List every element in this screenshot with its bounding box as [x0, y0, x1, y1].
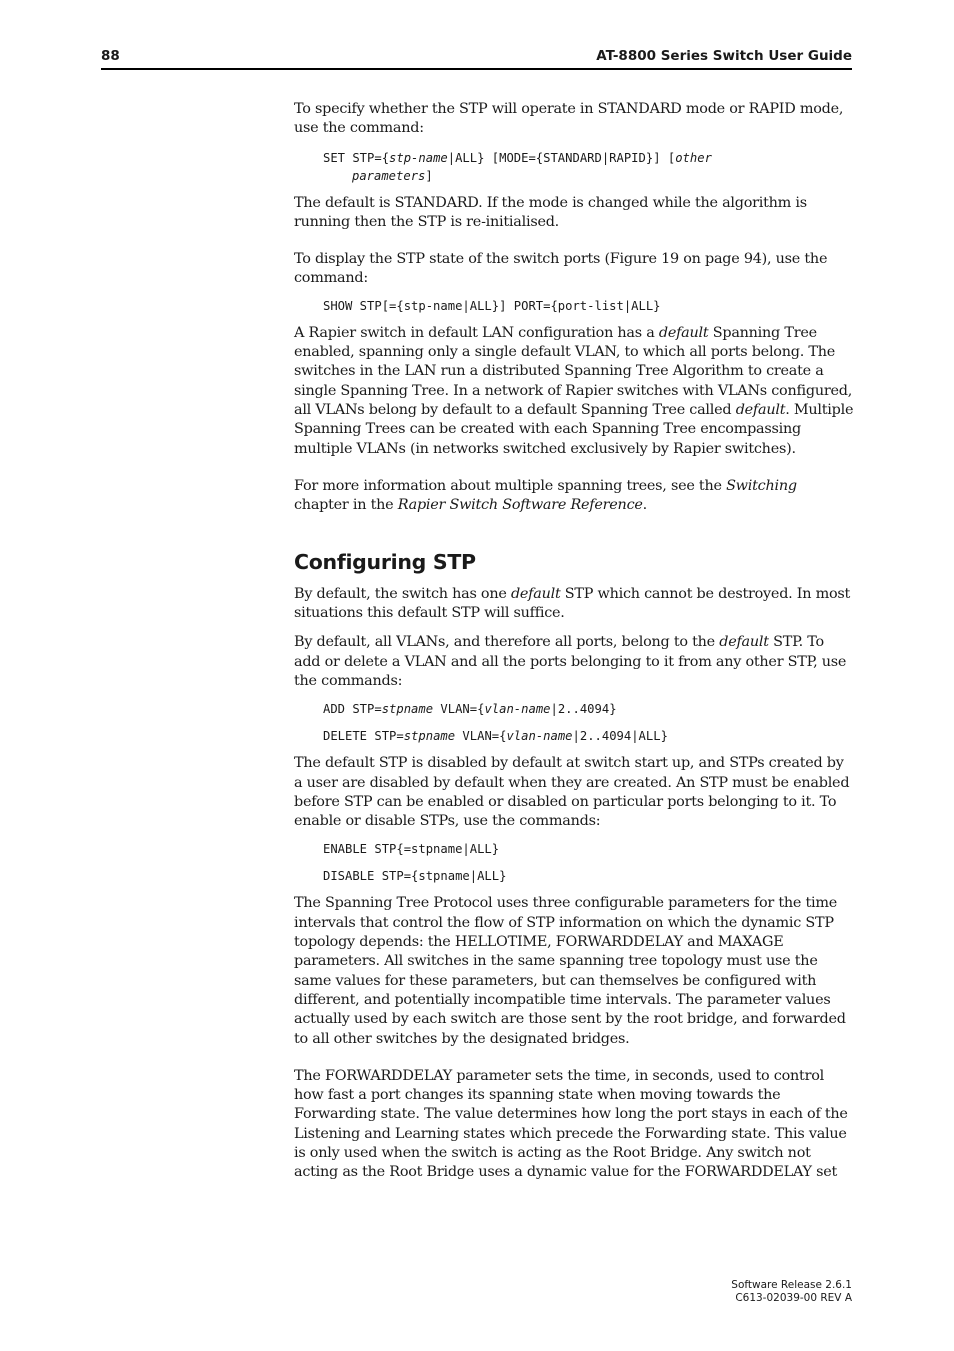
guide-title: AT-8800 Series Switch User Guide [596, 48, 852, 64]
cmd-text: VLAN={ [455, 729, 507, 744]
section-heading: Configuring STP [294, 550, 476, 575]
command-add-stp [323, 700, 854, 718]
cmd-text: VLAN={ [433, 702, 485, 717]
text-run: STP which cannot be destroyed. In most situations this default STP will suffice. [294, 585, 851, 622]
text-run: Spanning Tree enabled, spanning only a single default VLAN, to which all ports belong. The switches in the LAN run a distributed Spanning Tree Algorithm to create a single Spanning Tree. In a network of Rapier switches with VLANs configured, all VLANs belong by default to a default Spanning Tree called [294, 324, 853, 418]
page-content [294, 100, 854, 1183]
emphasis: default [735, 401, 786, 418]
paragraph-display-state: To display the STP state of the switch ports (Figure 19 on page 94), use the command: [294, 251, 828, 287]
cmd-param: vlan-name [484, 702, 551, 717]
paragraph-default-one [294, 585, 854, 624]
software-release: Software Release 2.6.1 [731, 1279, 852, 1291]
text-run: . Multiple Spanning Trees can be created with each Spanning Tree encompassing multiple VLANs (in networks switched exclusively by Rapier switches). [294, 401, 854, 457]
paragraph-more-info [294, 477, 854, 516]
cmd-param: other [675, 150, 712, 165]
cmd-param: vlan-name [506, 729, 573, 744]
text-run: A Rapier switch in default LAN configuration has a [294, 324, 659, 341]
emphasis: default [510, 585, 561, 602]
paragraph-default-vlans [294, 633, 854, 691]
cmd-param: stp-name [389, 150, 448, 165]
emphasis: Switching [726, 477, 797, 494]
page-footer [731, 1279, 852, 1304]
emphasis: Rapier Switch Software Reference [397, 497, 643, 514]
cmd-param: parameters [352, 168, 426, 183]
command-show-stp: SHOW STP[={stp-name|ALL}] PORT={port-list|ALL} [323, 298, 661, 313]
cmd-text: ] [425, 168, 433, 183]
text-run: STP. To add or delete a VLAN and all the ports belonging to it from any other STP, use the commands: [294, 634, 847, 689]
paragraph-disabled-default: The default STP is disabled by default at switch start up, and STPs created by a user are disabled by default when they are created. An STP must be enabled before STP can be enabled or disabled on particular ports belonging to it. To enable or disable STPs, use the commands: [294, 755, 850, 830]
text-run: By default, the switch has one [294, 585, 511, 602]
page-header [101, 48, 852, 70]
command-set-stp [323, 149, 854, 185]
cmd-text: |2..4094|ALL} [572, 729, 668, 744]
paragraph-three-params: The Spanning Tree Protocol uses three configurable parameters for the time intervals that control the flow of STP information on which the dynamic STP topology depends: the HELLOTIME, FORWARDDELAY and MAXAGE parameters. All switches in the same spanning tree topology must use the same values for these parameters, but can themselves be configured with different, and potentially incompatible time intervals. The parameter values actually used by each switch are those sent by the root bridge, and forwarded to all other switches by the designated bridges. [294, 895, 846, 1047]
cmd-text: SET STP={ [323, 150, 390, 165]
command-enable-stp: ENABLE STP{=stpname|ALL} [323, 842, 500, 857]
command-delete-stp [323, 727, 854, 745]
emphasis: default [658, 324, 709, 341]
text-run: For more information about multiple spanning trees, see the [294, 477, 727, 494]
command-disable-stp: DISABLE STP={stpname|ALL} [323, 869, 507, 884]
cmd-text: |2..4094} [550, 702, 617, 717]
cmd-text: |ALL} [MODE={STANDARD|RAPID}] [ [447, 150, 676, 165]
page-number: 88 [101, 48, 120, 64]
cmd-param: stpname [403, 729, 456, 744]
paragraph-default-standard: The default is STANDARD. If the mode is changed while the algorithm is running then the STP is re-initialised. [294, 194, 807, 230]
paragraph-mode-intro: To specify whether the STP will operate in STANDARD mode or RAPID mode, use the command: [294, 101, 844, 137]
cmd-text: DELETE STP= [323, 729, 404, 744]
paragraph-forwarddelay: The FORWARDDELAY parameter sets the time, in seconds, used to control how fast a port changes its spanning state when moving towards the Forwarding state. The value determines how long the port stays in each of the Listening and Learning states which precede the Forwarding state. This value is only used when the switch is acting as the Root Bridge. Any switch not acting as the Root Bridge uses a dynamic value for the FORWARDDELAY set [294, 1067, 848, 1181]
emphasis: default [719, 634, 769, 651]
text-run: . [642, 497, 647, 514]
paragraph-rapier [294, 324, 854, 459]
cmd-param: stpname [381, 702, 434, 717]
text-run: By default, all VLANs, and therefore all ports, belong to the [294, 634, 720, 651]
text-run: chapter in the [294, 497, 398, 514]
cmd-text: ADD STP= [323, 702, 382, 717]
document-id: C613-02039-00 REV A [735, 1291, 852, 1304]
